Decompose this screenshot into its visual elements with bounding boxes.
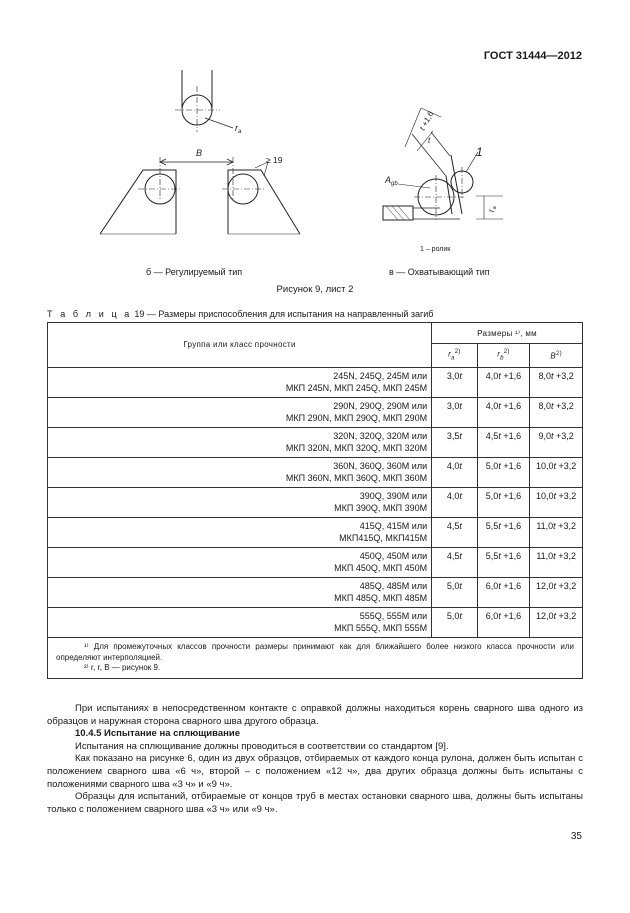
header-B: $B^{2)}$ [530, 344, 583, 368]
page-number: 35 [570, 831, 582, 842]
document-code: ГОСТ 31444—2012 [483, 50, 582, 62]
cell-ra: 4,0t [432, 488, 478, 518]
cell-rb: 4,5t +1,6 [477, 428, 530, 458]
cell-ra: 4,0t [432, 458, 478, 488]
cell-strength-group: 415Q, 415M или МКП415Q, МКП415M [48, 518, 432, 548]
label-Agb: $A_{gb}$ [385, 175, 398, 187]
cell-ra: 4,5t [432, 548, 478, 578]
cell-strength-group: 450Q, 450M или МКП 450Q, МКП 450M [48, 548, 432, 578]
cell-B: 10,0t +3,2 [530, 458, 583, 488]
cell-rb: 4,0t +1,6 [477, 398, 530, 428]
table-row [48, 548, 583, 578]
cell-strength-group: 555Q, 555M или МКП 555Q, МКП 555M [48, 608, 432, 638]
note-1: ¹⁾ Для промежуточных классов прочности размеры принимают как для ближайшего более низкого класса прочности или определяют интерполяцией. [56, 642, 574, 662]
label-roller-1: 1 [476, 145, 483, 159]
label-ra-left: $r_a$ [235, 123, 242, 135]
section-heading-10-4-5: 10.4.5 Испытание на сплющивание [75, 728, 240, 740]
paragraph-2: Испытания на сплющивание должны проводиться в соответствии со стандартом [9]. [75, 740, 449, 752]
cell-rb: 6,0t +1,6 [477, 608, 530, 638]
wraparound-type-drawing [383, 108, 503, 220]
cell-strength-group: 485Q, 485M или МКП 485Q, МКП 485M [48, 578, 432, 608]
caption-adjustable: б — Регулируемый тип [146, 267, 243, 277]
table-row [48, 578, 583, 608]
table-row [48, 518, 583, 548]
cell-ra: 3,0t [432, 368, 478, 398]
cell-ra: 4,5t [432, 518, 478, 548]
header-ra: $r_a^{2)}$ [432, 344, 478, 368]
cell-rb: 4,0t +1,6 [477, 368, 530, 398]
header-sizes: Размеры ¹⁾, мм [432, 323, 583, 344]
label-angle: ≥ 19 [266, 155, 283, 165]
cell-B: 12,0t +3,2 [530, 578, 583, 608]
table-row [48, 488, 583, 518]
table-notes [48, 638, 583, 679]
paragraph-1: При испытаниях в непосредственном контакте с оправкой должны находиться корень сварного шва одного из образцов и наружная сторона сварного шва другого образца. [47, 703, 583, 727]
table-title: Т а б л и ц а 19 — Размеры приспособления для испытания на направленный загиб [47, 309, 434, 319]
paragraph-4: Образцы для испытаний, отбираемые от концов труб в местах остановки сварного шва, должны быть испытаны только с положением сварного шва «3 ч» или «9 ч». [47, 791, 583, 815]
label-t-plus-1-6: t +1,6 [417, 109, 436, 132]
cell-rb: 5,5t +1,6 [477, 548, 530, 578]
legend-roller: 1 – ролик [420, 246, 451, 253]
cell-rb: 5,0t +1,6 [477, 458, 530, 488]
cell-ra: 5,0t [432, 608, 478, 638]
cell-rb: 5,0t +1,6 [477, 488, 530, 518]
cell-strength-group: 245N, 245Q, 245M или МКП 245N, МКП 245Q, МКП 245M [48, 368, 432, 398]
cell-B: 11,0t +3,2 [530, 518, 583, 548]
header-group: Группа или класс прочности [48, 323, 432, 368]
cell-B: 11,0t +3,2 [530, 548, 583, 578]
cell-strength-group: 320N, 320Q, 320M или МКП 320N, МКП 320Q, МКП 320M [48, 428, 432, 458]
note-2: ²⁾ r, r, B — рисунок 9. [84, 663, 161, 672]
cell-strength-group: 390Q, 390M или МКП 390Q, МКП 390M [48, 488, 432, 518]
table-row [48, 428, 583, 458]
cell-B: 9,0t +3,2 [530, 428, 583, 458]
header-rb: $r_b^{2)}$ [477, 344, 530, 368]
cell-ra: 3,0t [432, 398, 478, 428]
cell-B: 8,0t +3,2 [530, 398, 583, 428]
figure-title: Рисунок 9, лист 2 [276, 284, 354, 295]
cell-rb: 5,5t +1,6 [477, 518, 530, 548]
cell-ra: 5,0t [432, 578, 478, 608]
cell-B: 10,0t +3,2 [530, 488, 583, 518]
body-text [47, 703, 583, 816]
table-19 [47, 322, 583, 679]
cell-rb: 6,0t +1,6 [477, 578, 530, 608]
table-row [48, 608, 583, 638]
cell-strength-group: 290N, 290Q, 290M или МКП 290N, МКП 290Q, МКП 290M [48, 398, 432, 428]
figure-9-sheet-2 [0, 70, 630, 310]
cell-strength-group: 360N, 360Q, 360M или МКП 360N, МКП 360Q, МКП 360M [48, 458, 432, 488]
table-row [48, 368, 583, 398]
cell-B: 8,0t +3,2 [530, 368, 583, 398]
cell-ra: 3,5t [432, 428, 478, 458]
paragraph-3: Как показано на рисунке 6, один из двух образцов, отбираемых от каждого конца рулона, должен быть испытан с положением сварного шва «6 ч», второй – с положением «12 ч», два других образца должны быть испытаны с положениями сварного шва «3 ч» и «9 ч». [47, 753, 583, 790]
label-B: B [196, 148, 203, 158]
cell-B: 12,0t +3,2 [530, 608, 583, 638]
caption-wraparound: в — Охватывающий тип [389, 267, 490, 277]
figure-drawing [0, 70, 630, 310]
label-t: t [428, 136, 431, 145]
table-row [48, 398, 583, 428]
label-ra-right: $r_a$ [487, 206, 498, 212]
table-row [48, 458, 583, 488]
